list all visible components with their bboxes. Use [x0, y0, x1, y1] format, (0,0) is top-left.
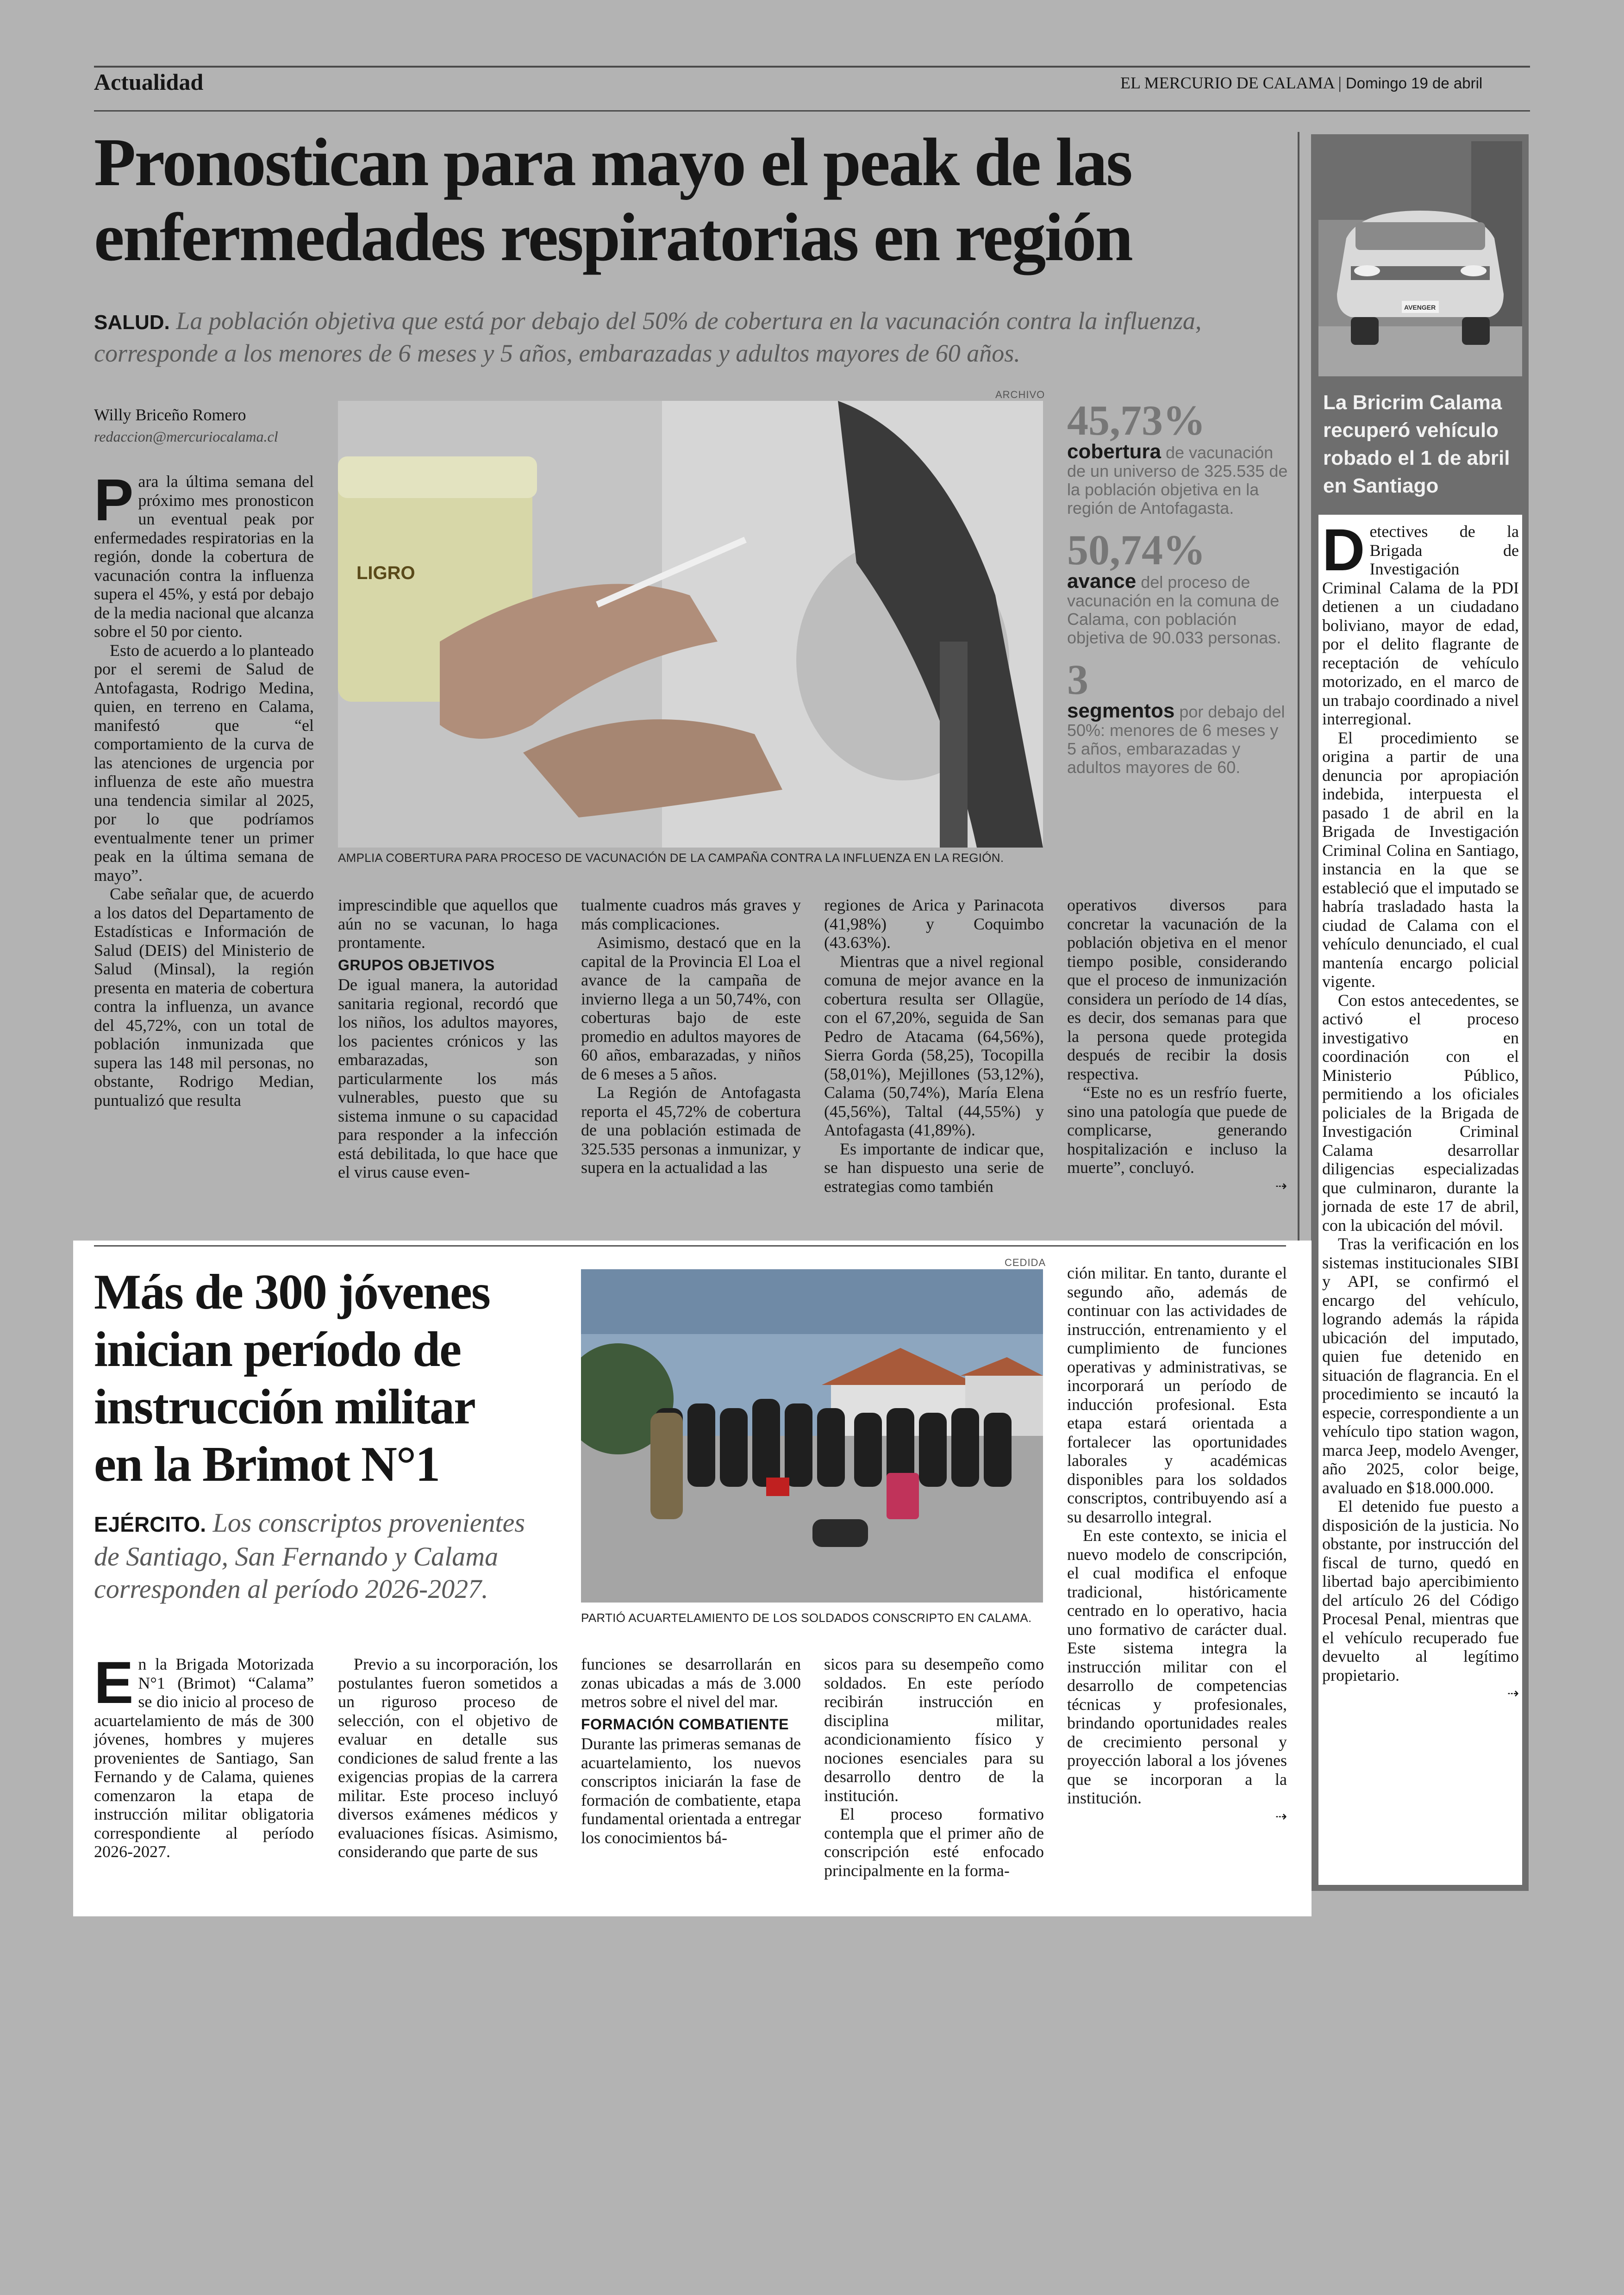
- soldiers-photo: [581, 1269, 1043, 1603]
- military-paragraph: funciones se desarrollarán en zonas ubicadas a más de 3.000 metros sobre el nivel del mar.: [581, 1655, 801, 1711]
- car-photo: [1318, 141, 1522, 376]
- end-mark-icon: ⇢: [1275, 1178, 1287, 1194]
- military-column-3: [581, 1655, 801, 1847]
- header-rule-bottom: [94, 110, 1530, 112]
- author-email: redaccion@mercuriocalama.cl: [94, 428, 278, 445]
- stat-description: por debajo del 50%: menores de 6 meses y 5 años, embarazadas y adultos mayores de 60.: [1067, 702, 1285, 777]
- stat-number: 45,73%: [1067, 397, 1206, 444]
- photo-credit-main: ARCHIVO: [995, 389, 1045, 400]
- sidebar-dropcap: D: [1322, 517, 1365, 583]
- main-paragraph: Esto de acuerdo a lo planteado por el seremi de Salud de Antofagasta, Rodrigo Medina, quien, en terreno en Calama, manifestó que “el comportamiento de la curva de las atenciones de urgencia por influenza de este año muestra una tendencia similar al 2025, por lo que podríamos eventualmente tener un primer peak en la última semana de mayo”.: [94, 641, 314, 885]
- sidebar-paragraph: Tras la verificación en los sistemas institucionales SIBI y API, se confirmó el encargo del vehículo, logrando además la rápida ubicación del imputado, quien fue detenido en situación de flagrancia. En el procedimiento se incautó la especie, correspondiente a un vehículo tipo station wagon, marca Jeep, modelo Avenger, año 2025, color beige, avaluado en $18.000.000.: [1322, 1235, 1519, 1497]
- military-paragraph: ción militar. En tanto, durante el segundo año, además de continuar con las actividades de instrucción, entrenamiento y el cumplimiento de funciones operativas y administrativas, se incorporará un período de inducción profesional. Esta etapa estará orientada a fortalecer las oportunidades laborales y académicas disponibles para los soldados conscriptos, contribuyendo así a su desarrollo integral.: [1067, 1264, 1287, 1526]
- main-subhead: GRUPOS OBJETIVOS: [338, 956, 495, 973]
- stats-box: [1067, 398, 1289, 777]
- stat-text: [1067, 699, 1289, 777]
- main-column-4: [824, 896, 1044, 1196]
- photo-sign-text: LIGRO: [356, 563, 415, 583]
- car-plate-text: AVENGER: [1404, 304, 1436, 311]
- main-paragraph: “Este no es un resfrío fuerte, sino una patología que puede de complicarse, generando hospitalización e incluso la muerte”, concluyó.: [1067, 1083, 1287, 1177]
- stat-description: del proceso de vacunación en la comuna de Calama, con población objetiva de 90.033 personas.: [1067, 573, 1281, 647]
- author-name: Willy Briceño Romero: [94, 405, 246, 424]
- sidebar-headline: La Bricrim Calama recuperó vehículo robado el 1 de abril en Santiago: [1323, 391, 1510, 497]
- main-paragraph: regiones de Arica y Parinacota (41,98%) y Coquimbo (43.63%).: [824, 896, 1044, 952]
- stat-item: [1067, 398, 1289, 518]
- main-photo-caption: AMPLIA COBERTURA PARA PROCESO DE VACUNACIÓN DE LA CAMPAÑA CONTRA LA INFLUENZA EN LA REGIÓN.: [338, 851, 1004, 865]
- end-mark-icon: ⇢: [1507, 1685, 1519, 1702]
- vaccination-photo: [338, 401, 1043, 848]
- stat-text: [1067, 440, 1289, 518]
- military-headline-line: Más de 300 jóvenes: [94, 1265, 490, 1320]
- sidebar-paragraph: etectives de la Brigada de Investigación Criminal Calama de la PDI detienen a un ciudadano boliviano, mayor de edad, por el delito flagrante de receptación de vehículo motorizado, en el marco de un trabajo coordinado a nivel interregional.: [1322, 522, 1519, 728]
- sidebar-paragraph: Con estos antecedentes, se activó el proceso investigativo en coordinación con el Ministerio Público, permitiendo a los oficiales policiales de la Brigada de Investigación Criminal Calama desarrollar diligencias especializadas que culminaron, durante la jornada de este 17 de abril, con la ubicación del móvil.: [1322, 991, 1519, 1235]
- military-headline-line: instrucción militar: [94, 1379, 475, 1434]
- dateline-separator: |: [1338, 74, 1346, 92]
- stat-label: cobertura: [1067, 440, 1161, 463]
- military-paragraph: Durante las primeras semanas de acuartelamiento, los nuevos conscriptos iniciarán la fase de formación de combatiente, etapa fundamental orientada a entregar los conocimientos bá-: [581, 1734, 801, 1847]
- photo-credit-military: CEDIDA: [1005, 1257, 1046, 1268]
- stat-label: segmentos: [1067, 699, 1175, 722]
- main-paragraph: Mientras que a nivel regional comuna de mejor avance en la cobertura resulta ser Ollagüe, con el 67,20%, seguida de San Pedro de Atacama (64,56%), Sierra Gorda (58,25), Tocopilla (58,01%), Mejillones (53,12%), Calama (50,74%), María Elena (45,56%), Taltal (44,55%) y Antofagasta (41,89%).: [824, 952, 1044, 1139]
- main-paragraph: Cabe señalar que, de acuerdo a los datos del Departamento de Estadísticas e Información de Salud (DEIS) del Ministerio de Salud (Minsal), la región presenta en materia de cobertura contra la influenza, un avance del 45,72%, con un total de población inmunizada que supera las 148 mil personas, no obstante, Rodrigo Median, puntualizó que resulta: [94, 885, 314, 1110]
- end-mark-icon: ⇢: [1275, 1808, 1287, 1825]
- main-headline: [94, 125, 1279, 275]
- stat-item: [1067, 657, 1289, 777]
- military-deck-text: Los conscriptos provenientes de Santiago, San Fernando y Calama corresponden al período 2026-2027.: [94, 1508, 525, 1604]
- stat-number: 3: [1067, 656, 1088, 703]
- paper-dateline: [1120, 73, 1482, 93]
- edition-date: Domingo 19 de abril: [1345, 75, 1483, 92]
- military-deck: [94, 1507, 557, 1605]
- main-paragraph: imprescindible que aquellos que aún no se vacunan, lo haga prontamente.: [338, 896, 558, 952]
- soldiers-illustration: [581, 1269, 1043, 1603]
- main-paragraph: De igual manera, la autoridad sanitaria regional, recordó que los niños, los adultos mayores, los pacientes crónicos y las embarazadas, son particularmente los más vulnerables, puesto que su sistema inmune o su capacidad para responder a la infección está debilitada, lo que hace que el virus cause even-: [338, 975, 558, 1181]
- military-dropcap: E: [94, 1650, 134, 1716]
- military-paragraph: n la Brigada Motorizada N°1 (Brimot) “Calama” se dio inicio al proceso de acuartelamiento de más de 300 jóvenes, hombres y mujeres provenientes de Santiago, San Fernando y de Calama, quienes comenzaron la etapa de instrucción militar obligatoria correspondiente al período 2026-2027.: [94, 1655, 314, 1861]
- military-headline-line: en la Brimot N°1: [94, 1437, 440, 1492]
- main-paragraph: tualmente cuadros más graves y más complicaciones.: [581, 896, 801, 933]
- header-rule-top: [94, 66, 1530, 68]
- main-column-1: [94, 467, 314, 1110]
- main-column-5: [1067, 896, 1287, 1196]
- main-paragraph: operativos diversos para concretar la vacunación de la población objetiva en el menor tiempo posible, considerando que el proceso de inmunización considera un período de 14 días, es decir, dos semanas para que la persona quede protegida después de recibir la dosis respectiva.: [1067, 896, 1287, 1083]
- main-column-3: [581, 896, 801, 1177]
- section-label: Actualidad: [94, 69, 204, 95]
- military-photo-caption: PARTIÓ ACUARTELAMIENTO DE LOS SOLDADOS CONSCRIPTO EN CALAMA.: [581, 1611, 1032, 1625]
- military-column-4: [824, 1655, 1044, 1880]
- military-paragraph: Previo a su incorporación, los postulantes fueron sometidos a un riguroso proceso de selección, con el objetivo de evaluar en detalle sus condiciones de salud frente a las exigencias propias de la carrera militar. Este proceso incluyó diversos exámenes médicos y evaluaciones físicas. Asimismo, considerando que parte de sus: [338, 1655, 558, 1861]
- stat-text: [1067, 572, 1289, 647]
- military-paragraph: sicos para su desempeño como soldados. En este período recibirán instrucción en disciplina militar, acondicionamiento físico y nociones esenciales para su desarrollo dentro de la institución.: [824, 1655, 1044, 1805]
- stat-description: de vacunación de un universo de 325.535 de la población objetiva en la región de Antofagasta.: [1067, 443, 1288, 518]
- military-headline-line: inician período de: [94, 1322, 461, 1377]
- main-headline-line2: enfermedades respiratorias en región: [94, 200, 1132, 275]
- main-paragraph: Es importante de indicar que, se han dispuesto una serie de estrategias como también: [824, 1139, 1044, 1196]
- paper-name: EL MERCURIO DE CALAMA: [1120, 74, 1334, 92]
- military-headline: [94, 1264, 557, 1493]
- military-column-5: [1067, 1264, 1287, 1826]
- military-paragraph: En este contexto, se inicia el nuevo modelo de conscripción, el cual modifica el enfoque tradicional, históricamente centrado en lo operativo, hacia uno formativo de carácter dual. Este sistema integra la instrucción militar con el desarrollo de competencias técnicas y profesionales, brindando oportunidades reales de crecimiento personal y proyección laboral a los jóvenes que se incorporan a la institución.: [1067, 1526, 1287, 1807]
- military-paragraph: El proceso formativo contempla que el primer año de conscripción esté enfocado principalmente en la forma-: [824, 1805, 1044, 1880]
- military-top-rule: [94, 1245, 1286, 1247]
- military-column-2: [338, 1655, 558, 1861]
- main-paragraph: ara la última semana del próximo mes pronosticon un eventual peak por enfermedades respiratorias en la región, donde la cobertura de vacunación contra la influenza supera el 45%, y está por debajo de la media nacional que alcanza sobre el 50 por ciento.: [94, 472, 314, 641]
- sidebar-paragraph: El detenido fue puesto a disposición de la justicia. No obstante, por instrucción del fiscal de turno, quedó en libertad bajo apercibimiento del artículo 26 del Código Procesal Penal, mientras que el vehículo recuperado fue devuelto al legítimo propietario.: [1322, 1497, 1519, 1684]
- stat-label: avance: [1067, 570, 1137, 592]
- stat-number: 50,74%: [1067, 526, 1206, 574]
- main-paragraph: Asimismo, destacó que en la capital de la Provincia El Loa el avance de la campaña de invierno llega a un 50,74%, con coberturas bajo de este promedio en adultos mayores de 60 años, embarazadas, y niños de 6 meses a 5 años.: [581, 933, 801, 1083]
- military-kicker: EJÉRCITO.: [94, 1512, 206, 1536]
- main-deck-text: La población objetiva que está por debajo del 50% de cobertura en la vacunación contra la influenza, corresponde a los menores de 6 meses y 5 años, embarazadas y adultos mayores de 60 años.: [94, 307, 1202, 367]
- stat-item: [1067, 528, 1289, 647]
- sidebar-body: [1322, 517, 1519, 1703]
- sidebar-paragraph: El procedimiento se origina a partir de una denuncia por apropiación indebida, interpuesta el pasado 1 de abril en la Brigada de Investigación Criminal Colina en Santiago, instancia en la que se estableció que el imputado se habría trasladado hasta la ciudad de Calama con el vehículo denunciado, el cual mantenía encargo policial vigente.: [1322, 728, 1519, 991]
- main-column-2: [338, 896, 558, 1182]
- military-subhead: FORMACIÓN COMBATIENTE: [581, 1715, 789, 1733]
- main-paragraph: La Región de Antofagasta reporta el 45,72% de cobertura de una población estimada de 325.535 personas a inmunizar, y supera en la actualidad a las: [581, 1083, 801, 1177]
- vaccination-illustration: [338, 401, 1043, 848]
- military-column-1: [94, 1650, 314, 1861]
- main-deck: [94, 306, 1279, 368]
- car-illustration: [1318, 141, 1522, 376]
- main-dropcap: P: [94, 467, 134, 533]
- main-kicker: SALUD.: [94, 311, 170, 334]
- sidebar-vertical-rule: [1298, 132, 1299, 1280]
- main-headline-line1: Pronostican para mayo el peak de las: [94, 125, 1131, 200]
